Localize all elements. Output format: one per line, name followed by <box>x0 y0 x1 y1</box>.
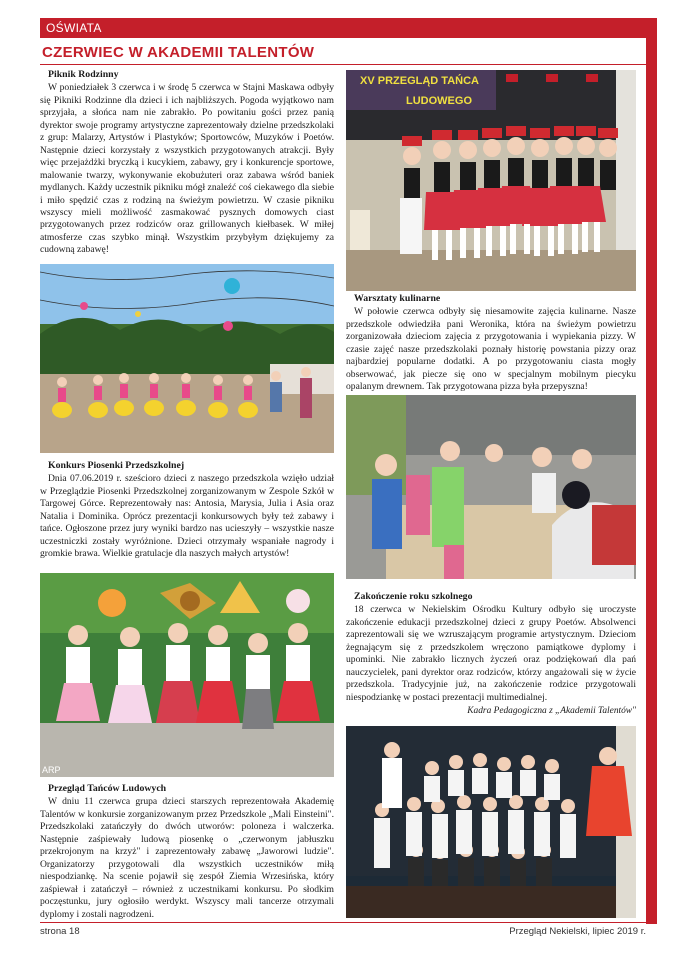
article-signature: Kadra Pedagogiczna z „Akademii Talentów" <box>467 706 636 717</box>
photo-pizza-workshop <box>346 395 636 579</box>
section-label: OŚWIATA <box>46 21 102 35</box>
article-body: Dnia 07.06.2019 r. sześcioro dzieci z naszego przedszkola wzięło udział w Przeglądzie Piosenki Przedszkolnej zorganizowanym w Zespole Szkół w Targowej Górce. Reprezentowały nas: Antosia, Marysia, Julia i Asia oraz Natalia i Dominika. Oprócz prezentacji konkursowych były też zabawy i tańce. Ogłoszone przez jury wyniki bardzo nas ucieszyły – wszystkie nasze uczestniczki zostały wyróżnione. Dzieci otrzymały wspaniałe nagrody i gromkie brawa. Wielkie gratulacje dla naszych małych artystów! <box>40 473 334 560</box>
page-number: strona 18 <box>40 926 80 937</box>
article-heading: Konkurs Piosenki Przedszkolnej <box>48 460 185 471</box>
article-tance <box>40 783 334 921</box>
article-body: 18 czerwca w Nekielskim Ośrodku Kultury odbyło się uroczyste zakończenie edukacji przedszkolnej dzieci z grupy Poetów. Absolwenci zaprezentowali się we wzruszającym programie artystycznym. Dzieciom żegnającym się z przedszkolem wręczono pamiątkowe dyplomy i upominki. Nie zabrakło licznych życzeń oraz podziękowań dla pań nauczycielek, pani dyrektor oraz rodziców, którzy angażowali się w życie przedszkola. Tradycyjnie już, na zakończenie rodzice przygotowali niespodziankę w postaci prezentacji multimedialnej. <box>346 604 636 703</box>
article-body: W dniu 11 czerwca grupa dzieci starszych reprezentowała Akademię Talentów w konkursie zorganizowanym przez Przedszkole „Mali Einsteini". Przedszkolaki zatańczyły do dwóch utworów: poloneza i walczerka. Następnie zaśpiewały ludową piosenkę o „czerwonym jabłuszku przekrojonym na krzyż" i zaprezentowały zabawę „Jaworowi ludzie". Organizatorzy przygotowali dla wszystkich uczestników miłą niespodziankę. Na scenie pojawił się zespół Ziemia Wrzesińska, który zaśpiewał i zatańczył – również z uczestnikami konkursu. Po słodkim poczęstunku, jury ogłosiło werdykt. Wszyscy mali tancerze otrzymali dyplomy i zostali nagrodzeni. <box>40 796 334 920</box>
photo-folk-dance <box>346 70 636 291</box>
article-heading: Zakończenie roku szkolnego <box>354 591 473 602</box>
footer-divider <box>40 922 646 923</box>
photo-picnic-dance <box>40 264 334 453</box>
article-zakonczenie <box>346 591 636 718</box>
photo-song-contest <box>40 573 334 777</box>
photo-watermark: ARP <box>42 765 61 775</box>
article-konkurs <box>40 460 334 561</box>
article-heading: Piknik Rodzinny <box>48 69 119 80</box>
article-heading: Przegląd Tańców Ludowych <box>48 783 167 794</box>
banner-line-1: XV PRZEGLĄD TAŃCA <box>360 75 479 87</box>
title-divider <box>40 64 646 65</box>
article-warsztaty <box>346 293 636 394</box>
photo-graduation <box>346 726 636 918</box>
article-piknik <box>40 69 334 257</box>
publication-info: Przegląd Nekielski, lipiec 2019 r. <box>509 926 646 937</box>
article-body: W poniedziałek 3 czerwca i w środę 5 czerwca w Stajni Maskawa odbyły się Pikniki Rodzinne dla dzieci i ich najbliższych. Pogoda wyjątkowo nam sprzyjała, a słońca nam nie zabrakło. Po powitaniu gości przez panią dyrektor swoje programy artystyczne zaprezentowały dzielne przedszkolaki z grup: Malarzy, Artystów i Plastyków; Sportowców, Muzyków i Poetów. Następnie dzieci korzystały z wszystkich przygotowanych atrakcji. Były więc przejażdżki bryczką i kucykiem, zabawy, gry i konkurencje sportowe, malowanie twarzy, wykonywanie ekobużuteri oraz zabawa wśród baniek mydlanych. Każdy uczestnik pikniku mógł znaleźć coś ciekawego dla siebie i miło spędzić czas z rodziną na świeżym powietrzu. W czasie pikniku wszyscy mieli możliwość zasmakować pysznych domowych ciast przygotowanych przez rodziców oraz grillowanych kiełbasek. W miłej atmosferze czas szybko minął. Wszystkim przybyłym dziękujemy za cudowną zabawę! <box>40 82 334 256</box>
section-bar <box>40 18 657 38</box>
banner-line-2: LUDOWEGO <box>406 95 472 107</box>
article-heading: Warsztaty kulinarne <box>354 293 441 304</box>
page-title: CZERWIEC W AKADEMII TALENTÓW <box>42 44 315 61</box>
article-body: W połowie czerwca odbyły się niesamowite zajęcia kulinarne. Nasze przedszkole odwiedziła pani Weronika, która na świeżym powietrzu zorganizowała dzieciom zajęcia z przygotowania i wypiekania pizzy. W czasie zajęć nasze przedszkolaki poznały historię powstania pizzy oraz najbardziej popularne dodatki. A po przygotowaniu ciasta mogły obserwować, jak piecze się ono w specjalnym mobilnym piecyku opalanym drewnem. Tak przygotowana pizza była przepyszna! <box>346 306 636 393</box>
right-edge-bar <box>646 18 657 924</box>
